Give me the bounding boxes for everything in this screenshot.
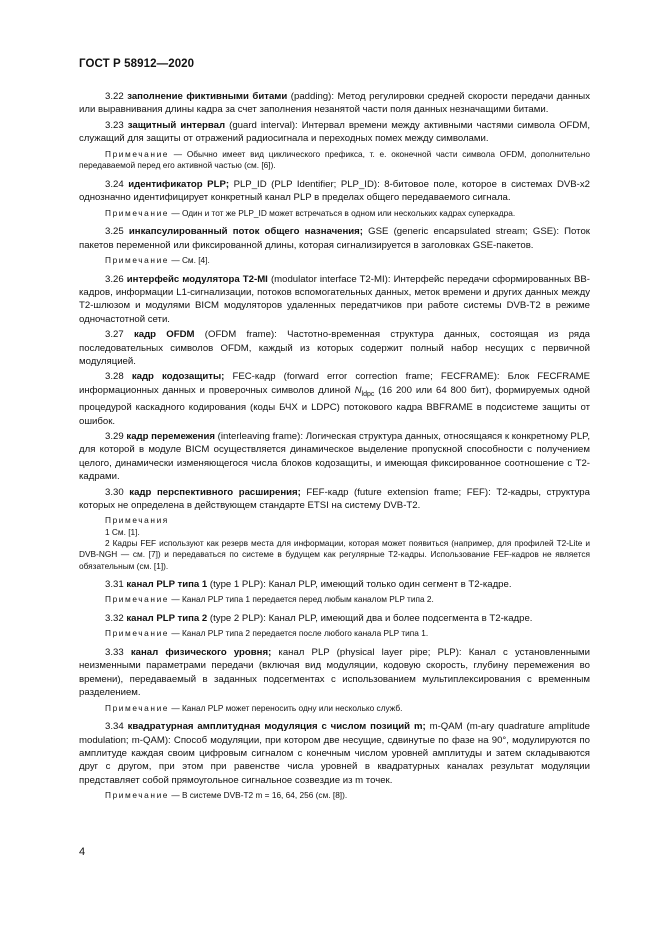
- term-3-27: [79, 328, 590, 368]
- term-definition: канал PLP (physical layer pipe; PLP): Канал с установленными неизменными параметрами передачи (включая вид модуляции, кодовую скорость, глубину перемежения во времени), передаваемый в заданных подсегментах с использованием мультиплексирования с временным разделением.: [79, 646, 590, 699]
- term-title: интерфейс модулятора T2-MI: [126, 273, 268, 285]
- term-definition: m-QAM (m-ary quadrature amplitude modulation; m-QAM): Способ модуляции, при котором две несущие, сдвинутые по фазе на 90°, модулируются по амплитуде каждая своим цифровым сигналом с конечным числом уровней амплитуды и затем складываются друг с другом, при этом при равенстве числа уровней в квадратурных каналах результат модуляции представляет собой прямоугольное сигнальное созвездие из m точек.: [79, 721, 590, 786]
- term-number: 3.34: [105, 721, 124, 733]
- term-title: кадр перемежения: [126, 431, 215, 442]
- note-label: Примечание: [105, 255, 170, 266]
- term-number: 3.33: [105, 646, 124, 658]
- note-text: — Канал PLP типа 2 передается после любого канала PLP типа 1.: [169, 628, 429, 639]
- note-3-34: [79, 790, 590, 802]
- term-number: 3.29: [105, 431, 124, 442]
- note-3-25: [79, 255, 590, 267]
- term-3-22: [79, 90, 590, 117]
- term-definition: (guard interval): Интервал времени между активными частями символа OFDM, служащий для защиты от отражений радиосигнала и переходных помех между символами.: [79, 119, 591, 145]
- term-title: канал PLP типа 2: [126, 612, 208, 624]
- term-number: 3.24: [105, 178, 124, 190]
- term-title: идентификатор PLP;: [128, 178, 230, 190]
- term-title: квадратурная амплитудная модуляция с числом позиций m;: [127, 721, 426, 733]
- term-number: 3.22: [105, 91, 124, 102]
- note-3-31: [79, 594, 590, 606]
- note-text: — Канал PLP может переносить одну или несколько служб.: [169, 702, 403, 713]
- term-3-25: [79, 225, 590, 252]
- note-label: Примечание: [105, 594, 170, 605]
- term-definition: (modulator interface T2-MI): Интерфейс передачи сформированных BB-кадров, информации L1-сигнализации, потоков вспомогательных данных, меток времени и других данных между T2-шлюзом и модулями BICM модуляторов удаленных передатчиков при работе системы DVB-T2 в режиме одночастотной сети.: [79, 273, 591, 325]
- note-text: — В системе DVB-T2 m = 16, 64, 256 (см. [8]).: [169, 790, 348, 801]
- note-3-23: [79, 149, 590, 172]
- term-definition-cont: (16 200 или 64 800 бит), формируемых одной процедурой каскадного кодирования (коды БЧХ и LDPC) потокового кадра BBFRAME в подсистеме защиты от ошибок.: [79, 384, 590, 427]
- note-text: — Один и тот же PLP_ID может встречаться в одном или нескольких кадрах суперкадра.: [169, 207, 516, 218]
- term-number: 3.30: [105, 486, 124, 498]
- term-title: защитный интервал: [127, 119, 226, 131]
- note-label: Примечание: [105, 207, 170, 218]
- term-title: кадр OFDM: [133, 329, 195, 341]
- term-definition: GSE (generic encapsulated stream; GSE): Поток пакетов переменной или фиксированной длины, которая сигнализируется в заголовках GSE-пакетов.: [79, 226, 591, 251]
- term-3-26: [79, 273, 590, 327]
- symbol-subscript: ldpc: [361, 390, 375, 398]
- note-item-1: 1 См. [1].: [105, 526, 140, 537]
- note-text: — Канал PLP типа 1 передается перед любым каналом PLP типа 2.: [169, 594, 434, 605]
- term-3-23: [79, 119, 590, 146]
- term-definition: (type 1 PLP): Канал PLP, имеющий только один сегмент в T2-кадре.: [207, 578, 512, 590]
- note-3-32: [79, 628, 590, 640]
- term-3-24: [79, 178, 590, 205]
- term-title: кадр кодозащиты;: [131, 371, 225, 383]
- note-text: — См. [4].: [169, 255, 210, 266]
- note-label: Примечание: [105, 628, 170, 639]
- note-item-2: 2 Кадры FEF используют как резерв места для информации, которая может появиться (например, для профилей T2-Lite и DVB-NGH — см. [7]) и передаваться по системе в будущем как регулярные T2-кадры. Использование FEF-кадров не является обязательным (см. [1]).: [79, 538, 590, 571]
- term-definition: FEC-кадр (forward error correction frame; FECFRAME): Блок FECFRAME информационных данных и проверочных символов длиной: [79, 371, 591, 396]
- note-3-33: [79, 703, 590, 715]
- term-number: 3.32: [105, 612, 124, 624]
- note-label: Примечание: [105, 702, 170, 713]
- term-number: 3.28: [105, 371, 124, 383]
- term-definition: FEF-кадр (future extension frame; FEF): T2-кадры, структура которых не определена в действующем стандарте ETSI на систему DVB-T2.: [79, 486, 590, 512]
- term-definition: (OFDM frame): Частотно-временная структура данных, состоящая из ряда последовательных символов OFDM, каждый из которых содержит полный набор несущих с первичной модуляцией.: [79, 329, 590, 368]
- term-definition: PLP_ID (PLP Identifier; PLP_ID): 8-битовое поле, которое в системах DVB-x2 однозначно идентифицирует конкретный канал PLP в пределах общего передаваемого сигнала.: [79, 178, 590, 204]
- term-3-29: [79, 430, 590, 484]
- document-header: ГОСТ Р 58912—2020: [79, 58, 195, 70]
- term-number: 3.31: [105, 578, 124, 590]
- term-number: 3.26: [105, 273, 124, 285]
- term-3-33: [79, 646, 590, 700]
- term-3-31: [79, 578, 590, 591]
- page-number: 4: [79, 846, 86, 858]
- term-title: кадр перспективного расширения;: [129, 486, 301, 498]
- term-3-32: [79, 612, 590, 625]
- symbol-n: N: [354, 384, 362, 396]
- notes-label: Примечания: [105, 515, 169, 526]
- term-number: 3.25: [105, 226, 124, 238]
- note-label: Примечание: [105, 790, 170, 801]
- note-text: — Обычно имеет вид циклического префикса, т. е. оконечной части символа OFDM, дополнительно передаваемой перед его активной частью (см. [6]).: [79, 148, 590, 171]
- term-definition: (type 2 PLP): Канал PLP, имеющий два и более подсегмента в T2-кадре.: [207, 612, 533, 624]
- term-definition: (padding): Метод регулировки средней скорости передачи данных или выравнивания длины кадра за счет заполнения незанятой части поля данных незначащими битами.: [79, 91, 591, 116]
- notes-3-30: [79, 515, 590, 571]
- note-label: Примечание: [105, 148, 170, 159]
- term-definition: (interleaving frame): Логическая структура данных, относящаяся к конкретному PLP, для которой в модуле BICM осуществляется динамическое выделение пропускной способности с получением целого, динамически изменяющегося числа блоков кодозащиты, и имеющая фиксированное соотношение с T2-кадрами.: [79, 431, 590, 483]
- term-title: канал PLP типа 1: [126, 578, 208, 590]
- term-3-34: [79, 720, 590, 787]
- term-title: инкапсулированный поток общего назначения;: [128, 226, 363, 238]
- term-title: канал физического уровня;: [130, 646, 272, 658]
- document-body: [79, 90, 590, 808]
- term-number: 3.23: [105, 119, 124, 131]
- term-3-30: [79, 486, 590, 513]
- term-number: 3.27: [105, 329, 124, 341]
- term-3-28: [79, 370, 590, 428]
- term-title: заполнение фиктивными битами: [127, 91, 288, 102]
- note-3-24: [79, 208, 590, 220]
